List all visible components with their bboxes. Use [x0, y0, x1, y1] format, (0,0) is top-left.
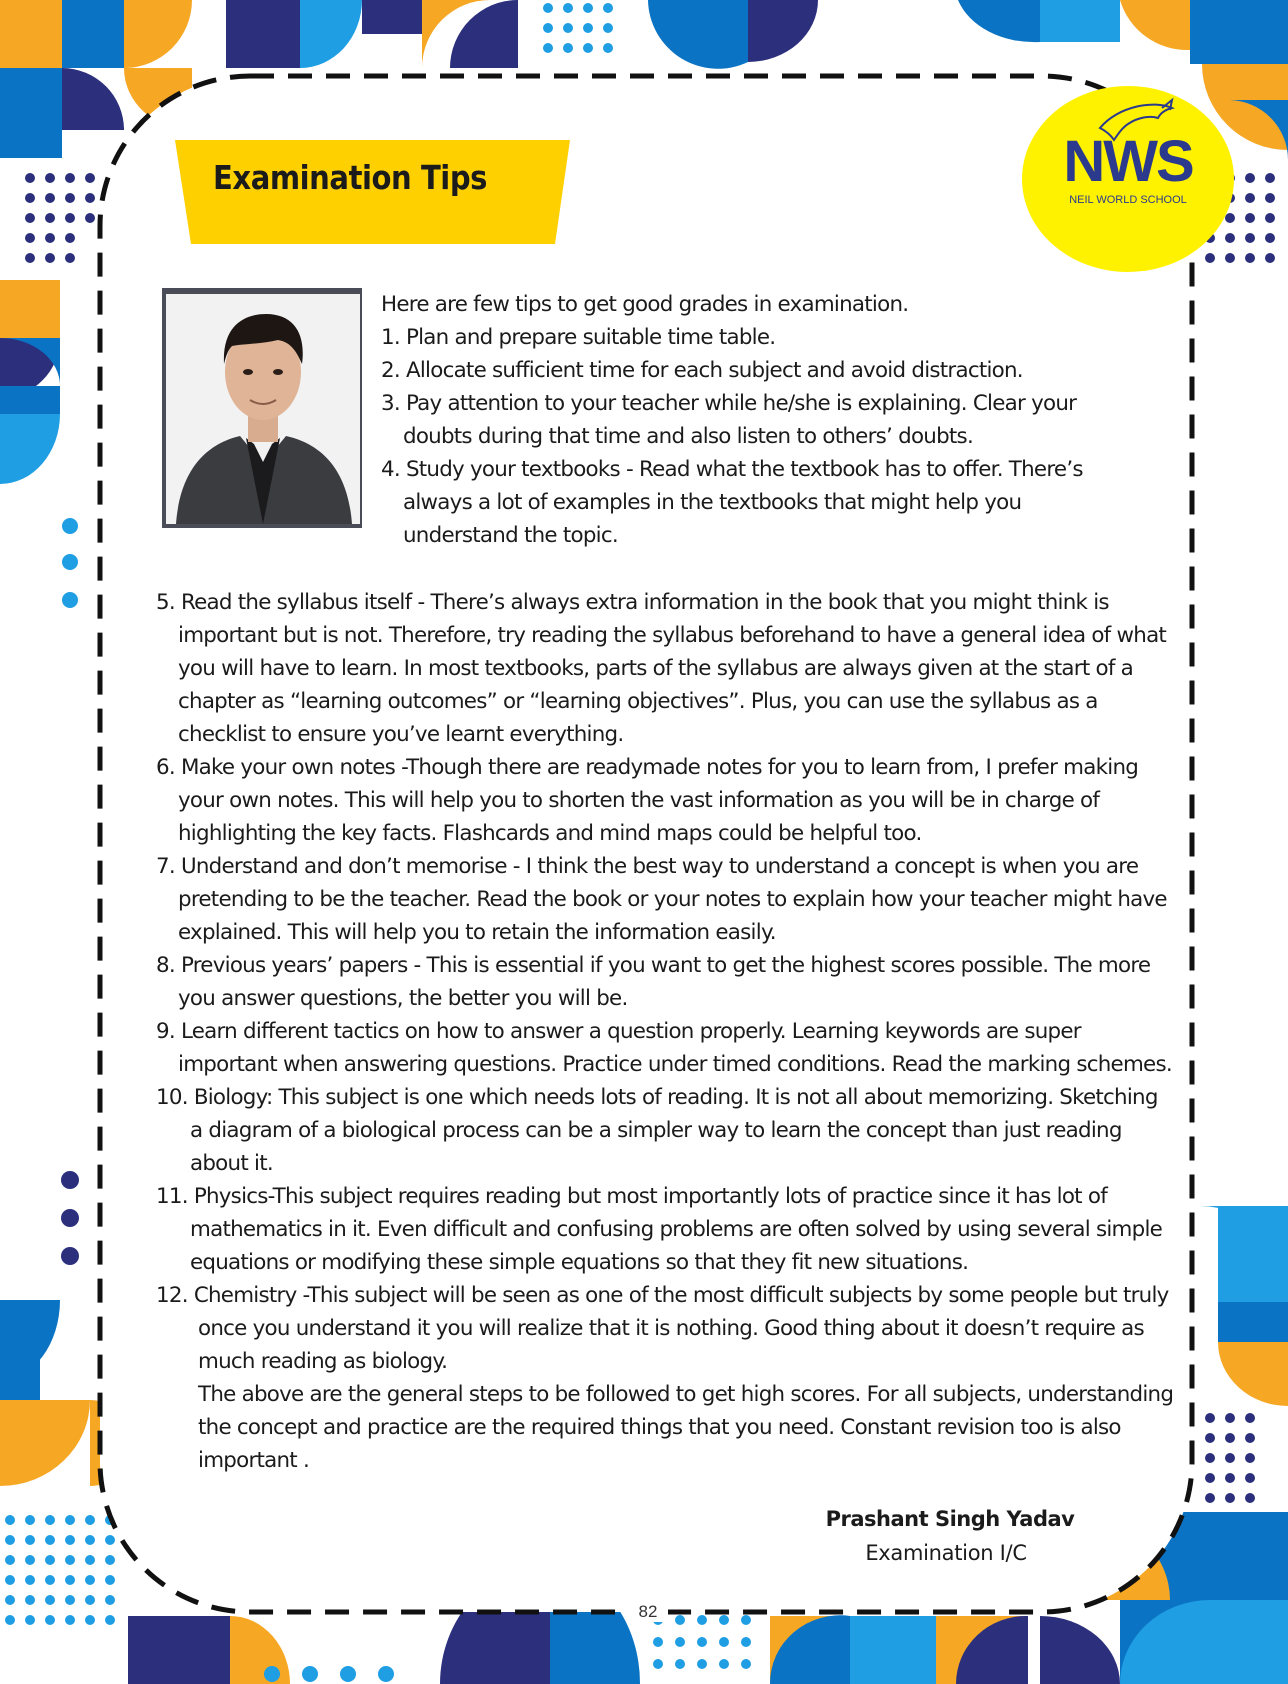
page-title: Examination Tips: [213, 158, 488, 197]
author-photo: [166, 294, 360, 524]
logo-initials: NWS: [1063, 129, 1193, 194]
person-silhouette: [166, 294, 360, 524]
school-logo: [1022, 86, 1234, 272]
title-banner: [175, 140, 575, 244]
list-item: 1. Plan and prepare suitable time table.: [381, 325, 776, 350]
list-item: 6. Make your own notes -Though there are readymade notes for you to learn from, I prefer making your own notes. This will help you to shorten the vast information as you will be in charge of highlighting the key facts. Flashcards and mind maps could be helpful too.: [156, 755, 1139, 846]
intro-lead: Here are few tips to get good grades in examination.: [381, 292, 909, 317]
tips-list: [156, 586, 1176, 1477]
list-item: 10. Biology: This subject is one which needs lots of reading. It is not all about memorizing. Sketching a diagram of a biological process can be a simpler way to learn the concept than just reading about it.: [156, 1085, 1158, 1176]
list-item: 9. Learn different tactics on how to answer a question properly. Learning keywords are super important when answering questions. Practice under timed conditions. Read the marking schemes.: [156, 1019, 1172, 1077]
logo-school-name: NEIL WORLD SCHOOL: [1069, 194, 1187, 206]
list-item: 2. Allocate sufficient time for each subject and avoid distraction.: [381, 358, 1023, 383]
list-item: 3. Pay attention to your teacher while he/she is explaining. Clear your doubts during that time and also listen to others’ doubts.: [381, 391, 1077, 449]
author-role: Examination I/C: [865, 1541, 1027, 1565]
list-item: 11. Physics-This subject requires reading but most importantly lots of practice since it has lot of mathematics in it. Even difficult and confusing problems are often solved by using several simple equations or modifying these simple equations so that they fit new situations.: [156, 1184, 1163, 1275]
author-name: Prashant Singh Yadav: [825, 1507, 1075, 1531]
closing-paragraph: The above are the general steps to be followed to get high scores. For all subjects, understanding the concept and practice are the required things that you need. Constant revision too is also important .: [198, 1382, 1174, 1473]
list-item: 5. Read the syllabus itself - There’s always extra information in the book that you might think is important but is not. Therefore, try reading the syllabus beforehand to have a general idea of what you will have to learn. In most textbooks, parts of the syllabus are always given at the start of a chapter as “learning outcomes” or “learning objectives”. Plus, you can use the syllabus as a checklist to ensure you’ve learnt everything.: [156, 590, 1167, 747]
list-item: 12. Chemistry -This subject will be seen as one of the most difficult subjects by some people but truly once you understand it you will realize that it is nothing. Good thing about it doesn’t require as much reading as biology.: [156, 1283, 1169, 1374]
page-number: 82: [628, 1602, 668, 1622]
list-item: 4. Study your textbooks - Read what the textbook has to offer. There’s always a lot of examples in the textbooks that might help you understand the topic.: [381, 457, 1083, 548]
list-item: 7. Understand and don’t memorise - I think the best way to understand a concept is when you are pretending to be the teacher. Read the book or your notes to explain how your teacher might have explained. This will help you to retain the information easily.: [156, 854, 1167, 945]
intro-tips-list: [381, 288, 1141, 552]
list-item: 8. Previous years’ papers - This is essential if you want to get the highest scores possible. The more you answer questions, the better you will be.: [156, 953, 1151, 1011]
